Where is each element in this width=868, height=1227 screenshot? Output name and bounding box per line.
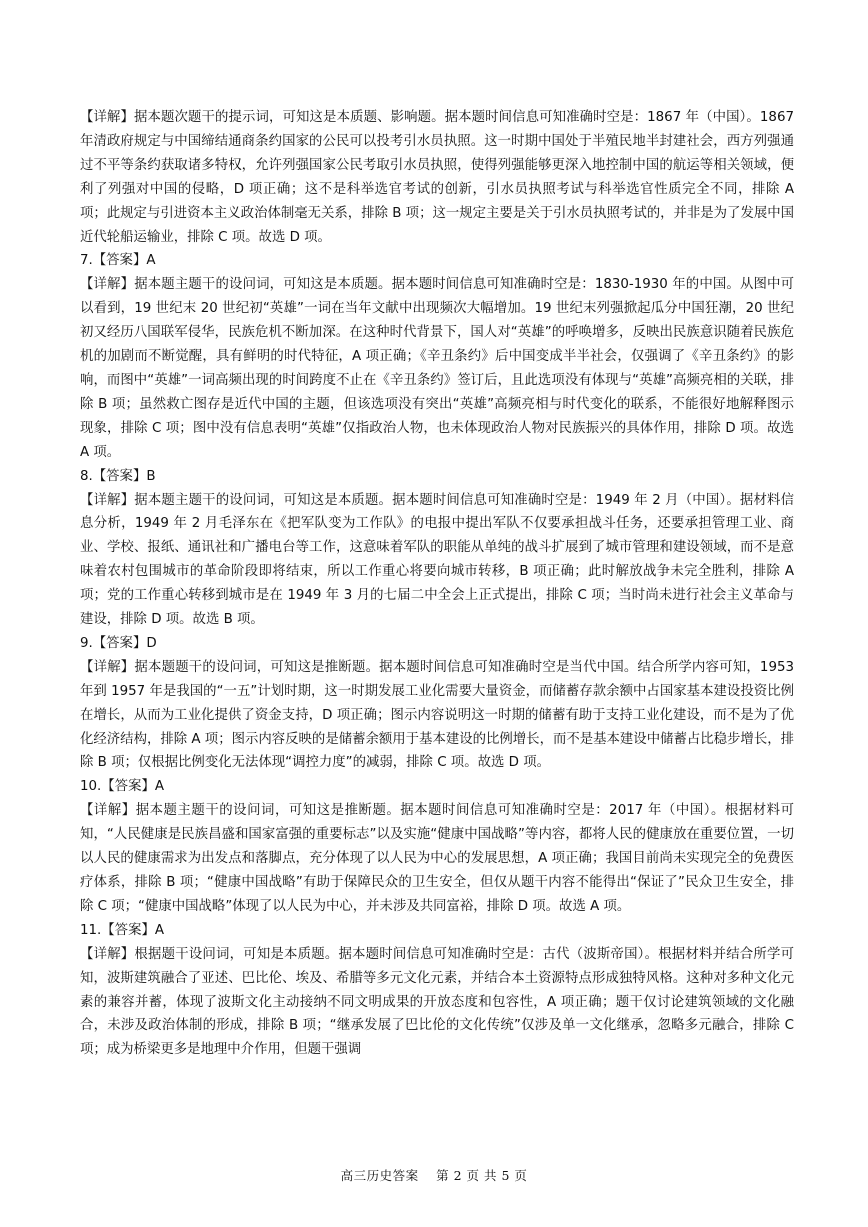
answer-line-10: 10.【答案】A bbox=[80, 779, 165, 795]
answer-line-7: 7.【答案】A bbox=[80, 253, 156, 269]
page-footer: 高三历史答案 第 2 页 共 5 页 bbox=[340, 1168, 528, 1183]
detail-paragraph-9: 【详解】据本题题干的设问词，可知这是推断题。据本题时间信息可知准确时空是当代中国。结合所学内容可知，1953 年到 1957 年是我国的“一五”计划时期，这一时期发展工业化需要大量资金，而储蓄存款余额中占国家基本建设投资比例在增长，从而为工业化提供了资金支持，D 项正确；图示内容说明这一时期的储蓄有助于支持工业化建设，而不是为了优化经济结构，排除 A 项；图示内容反映的是储蓄余额用于基本建设的比例增长，而不是基本建设中储蓄占比稳步增长，排除 B 项；仅根据比例变化无法体现“调控力度”的减弱，排除 C 项。故选 D 项。 bbox=[80, 659, 794, 771]
answer-document-body bbox=[80, 106, 794, 1062]
detail-paragraph-10: 【详解】据本题主题干的设问词，可知这是推断题。据本题时间信息可知准确时空是：2017 年（中国）。根据材料可知，“人民健康是民族昌盛和国家富强的重要标志”以及实施“健康中国战略”等内容，都将人民的健康放在重要位置，一切以人民的健康需求为出发点和落脚点，充分体现了以人民为中心的发展思想，A 项正确；我国目前尚未实现完全的免费医疗体系，排除 B 项；“健康中国战略”有助于保障民众的卫生安全，但仅从题干内容不能得出“保证了”民众卫生安全，排除 C 项；“健康中国战略”体现了以人民为中心，并未涉及共同富裕，排除 D 项。故选 A 项。 bbox=[80, 803, 794, 914]
detail-paragraph-7: 【详解】据本题主题干的设问词，可知这是本质题。据本题时间信息可知准确时空是：1830-1930 年的中国。从图中可以看到，19 世纪末 20 世纪初“英雄”一词在当年文献中出现频次大幅增加。19 世纪末列强掀起瓜分中国狂潮，20 世纪初又经历八国联军侵华，民族危机不断加深。在这种时代背景下，国人对“英雄”的呼唤增多，反映出民族意识随着民族危机的加剧而不断觉醒，具有鲜明的时代特征，A 项正确；《辛丑条约》后中国变成半半社会，仅强调了《辛丑条约》的影响，而图中“英雄”一词高频出现的时间跨度不止在《辛丑条约》签订后，且此选项没有体现与“英雄”高频亮相的关联，排除 B 项；虽然救亡图存是近代中国的主题，但该选项没有突出“英雄”高频亮相与时代变化的联系，不能很好地解释图示现象，排除 C 项；图中没有信息表明“英雄”仅指政治人物，也未体现政治人物对民族振兴的具体作用，排除 D 项。故选 A 项。 bbox=[80, 277, 794, 460]
detail-paragraph-8: 【详解】据本题主题干的设问词，可知这是本质题。据本题时间信息可知准确时空是：1949 年 2 月（中国）。据材料信息分析，1949 年 2 月毛泽东在《把军队变为工作队》的电报中提出军队不仅要承担战斗任务，还要承担管理工业、商业、学校、报纸、通讯社和广播电台等工作，这意味着军队的职能从单纯的战斗扩展到了城市管理和建设领域，而不是意味着农村包围城市的革命阶段即将结束，所以工作重心将要向城市转移，B 项正确；此时解放战争未完全胜利，排除 A 项；党的工作重心转移到城市是在 1949 年 3 月的七届二中全会上正式提出，排除 C 项；当时尚未进行社会主义革命与建设，排除 D 项。故选 B 项。 bbox=[80, 492, 794, 628]
answer-line-11: 11.【答案】A bbox=[80, 922, 165, 938]
detail-paragraph-11: 【详解】根据题干设问词，可知是本质题。据本题时间信息可知准确时空是：古代（波斯帝国）。根据材料并结合所学可知，波斯建筑融合了亚述、巴比伦、埃及、希腊等多元文化元素，并结合本土资源特点形成独特风格。这种对多种文化元素的兼容并蓄，体现了波斯文化主动接纳不同文明成果的开放态度和包容性，A 项正确；题干仅讨论建筑领域的文化融合，未涉及政治体制的形成，排除 B 项；“继承发展了巴比伦的文化传统”仅涉及单一文化继承，忽略多元融合，排除 C 项；成为桥梁更多是地理中介作用，但题干强调 bbox=[80, 946, 794, 1058]
answer-line-8: 8.【答案】B bbox=[80, 468, 156, 484]
detail-paragraph-6: 【详解】据本题次题干的提示词，可知这是本质题、影响题。据本题时间信息可知准确时空是：1867 年（中国）。1867 年清政府规定与中国缔结通商条约国家的公民可以投考引水员执照。这一时期中国处于半殖民地半封建社会，西方列强通过不平等条约获取诸多特权，允许列强国家公民考取引水员执照，使得列强能够更深入地控制中国的航运等相关领域，便利了列强对中国的侵略，D 项正确；这不是科举选官考试的创新，引水员执照考试与科举选官性质完全不同，排除 A 项；此规定与引进资本主义政治体制毫无关系，排除 B 项；这一规定主要是关于引水员执照考试的，并非是为了发展中国近代轮船运输业，排除 C 项。故选 D 项。 bbox=[80, 110, 795, 245]
answer-line-9: 9.【答案】D bbox=[80, 635, 157, 651]
